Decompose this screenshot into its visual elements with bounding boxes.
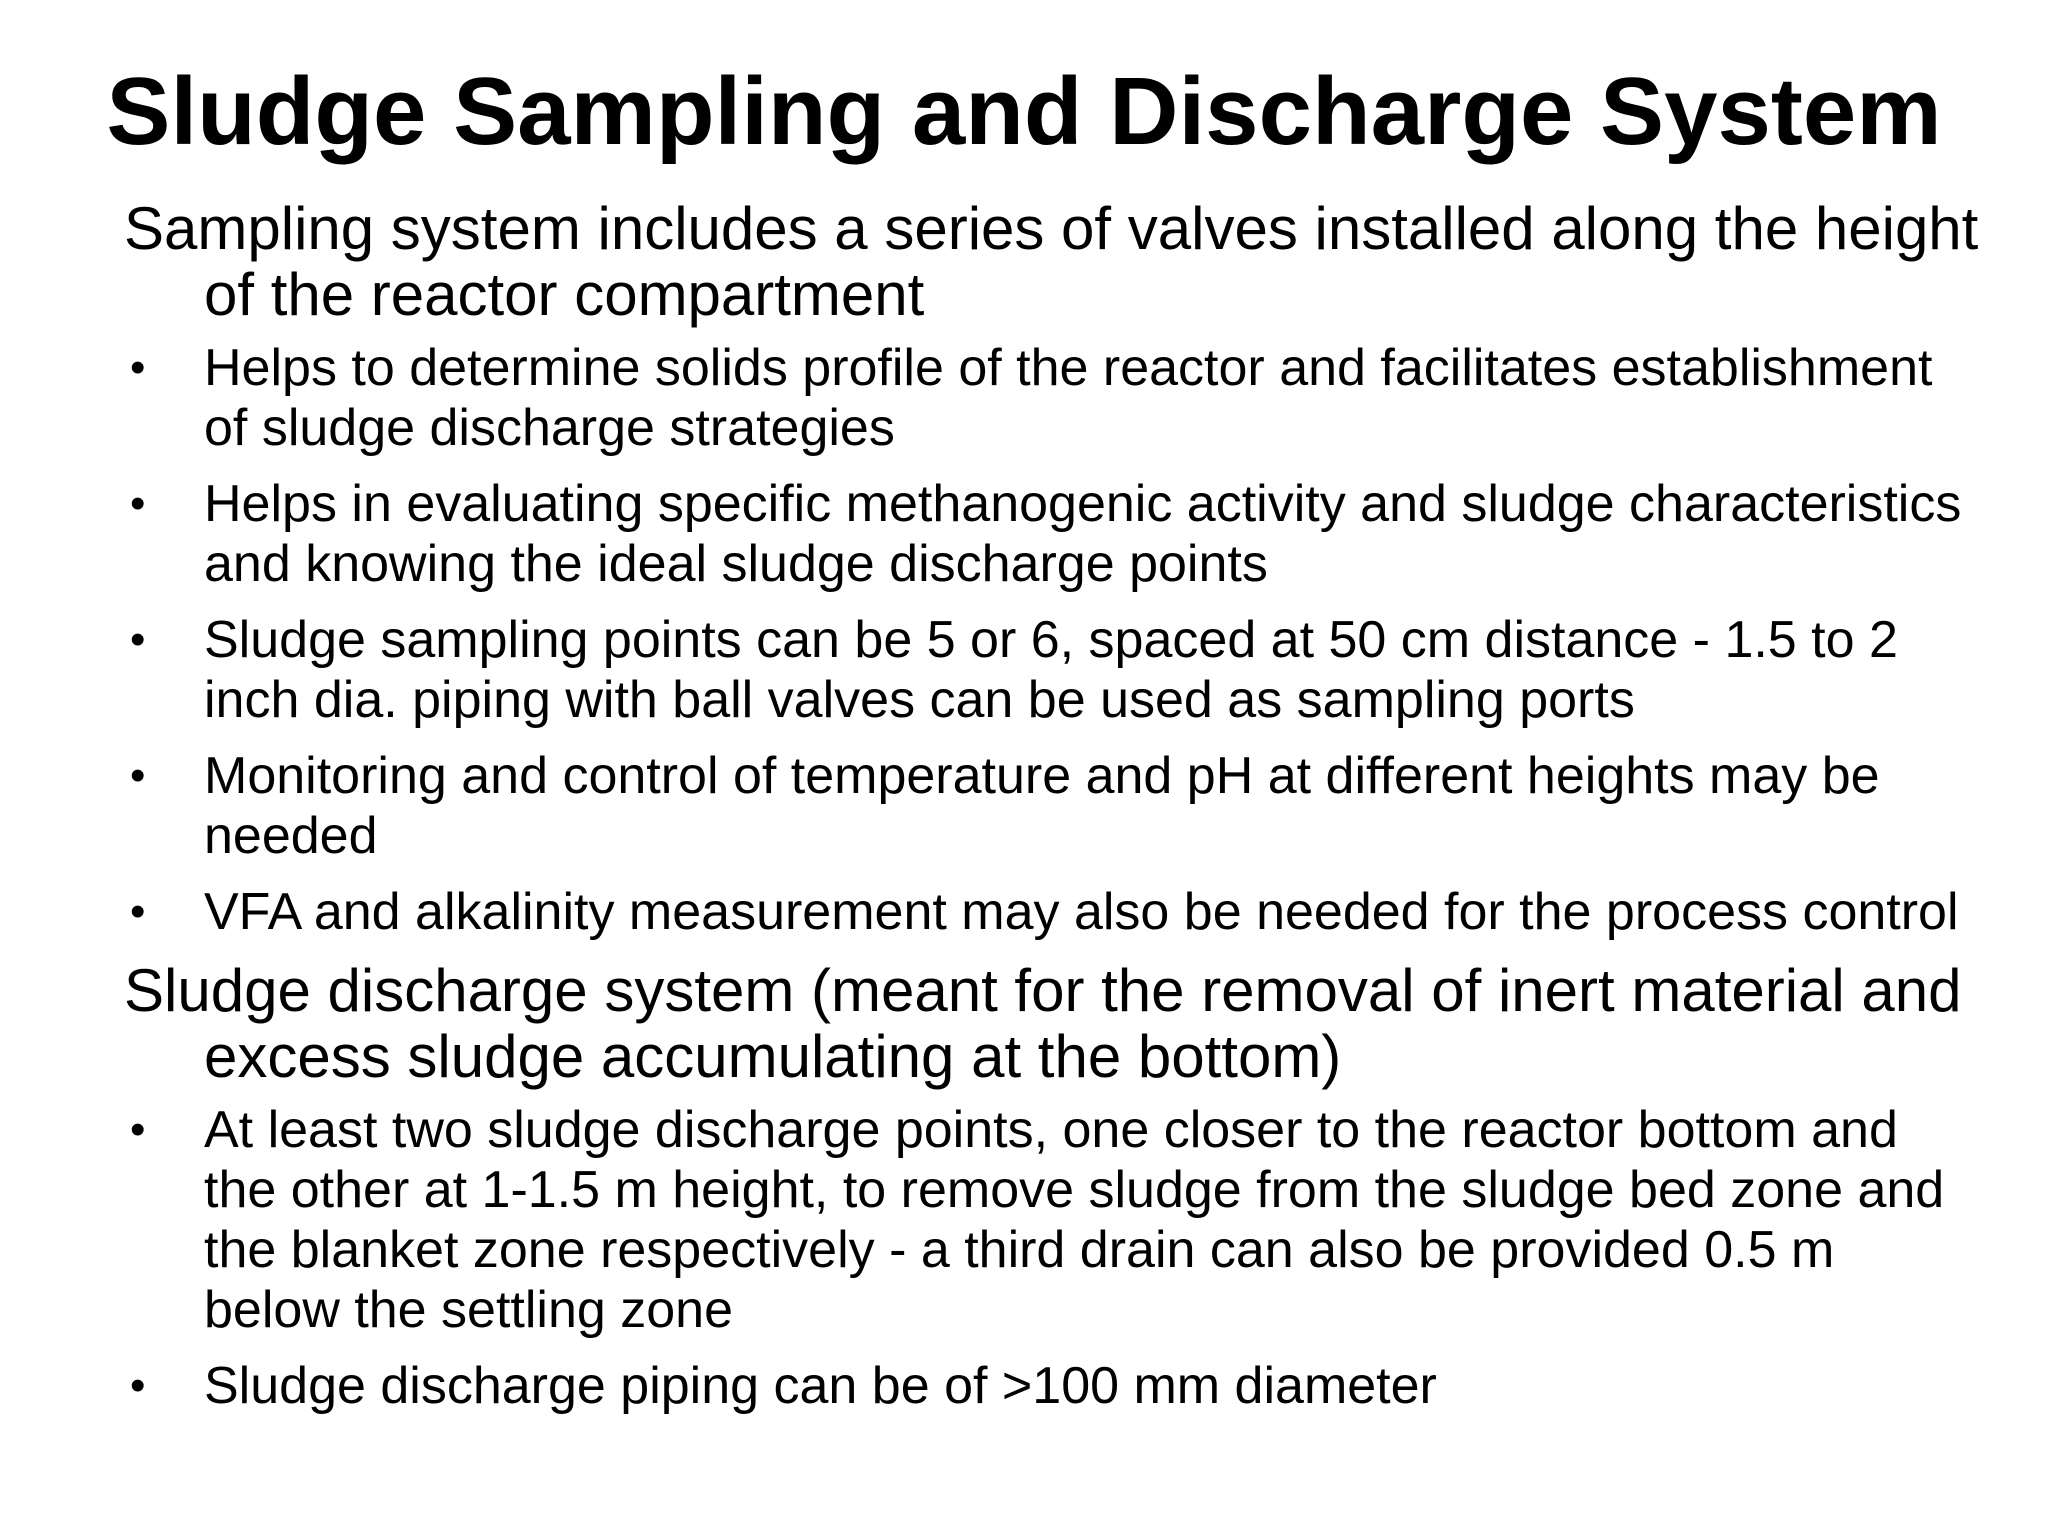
- bullet-icon: •: [130, 1105, 146, 1154]
- bullet-text: Sludge sampling points can be 5 or 6, spaced at 50 cm distance - 1.5 to 2 inch dia. piping with ball valves can be used as sampling ports: [204, 611, 1898, 729]
- bullet-icon: •: [130, 615, 146, 664]
- bullet-item: [124, 882, 1984, 942]
- slide-body: [124, 196, 1984, 1432]
- bullet-list-sampling: [124, 338, 1984, 942]
- bullet-item: [124, 1100, 1984, 1340]
- section-heading-sampling: Sampling system includes a series of valves installed along the height of the reactor compartment: [124, 195, 1979, 328]
- slide-title: Sludge Sampling and Discharge System: [106, 58, 1942, 165]
- bullet-text: Helps to determine solids profile of the reactor and facilitates establishment of sludge discharge strategies: [204, 339, 1933, 457]
- bullet-item: [124, 1356, 1984, 1416]
- bullet-item: [124, 338, 1984, 458]
- bullet-icon: •: [130, 1361, 146, 1410]
- bullet-item: [124, 746, 1984, 866]
- section-heading-discharge: Sludge discharge system (meant for the removal of inert material and excess sludge accumulating at the bottom): [124, 957, 1962, 1090]
- bullet-icon: •: [130, 343, 146, 392]
- bullet-text: At least two sludge discharge points, one closer to the reactor bottom and the other at 1-1.5 m height, to remove sludge from the sludge bed zone and the blanket zone respectively - a third drain can also be provided 0.5 m below the settling zone: [204, 1101, 1945, 1339]
- bullet-item: [124, 474, 1984, 594]
- bullet-icon: •: [130, 479, 146, 528]
- bullet-icon: •: [130, 887, 146, 936]
- bullet-text: Monitoring and control of temperature and pH at different heights may be needed: [204, 747, 1880, 865]
- bullet-text: VFA and alkalinity measurement may also be needed for the process control: [204, 883, 1959, 941]
- bullet-item: [124, 610, 1984, 730]
- bullet-icon: •: [130, 751, 146, 800]
- bullet-text: Helps in evaluating specific methanogenic activity and sludge characteristics and knowing the ideal sludge discharge points: [204, 475, 1962, 593]
- bullet-list-discharge: [124, 1100, 1984, 1416]
- bullet-text: Sludge discharge piping can be of >100 mm diameter: [204, 1357, 1437, 1415]
